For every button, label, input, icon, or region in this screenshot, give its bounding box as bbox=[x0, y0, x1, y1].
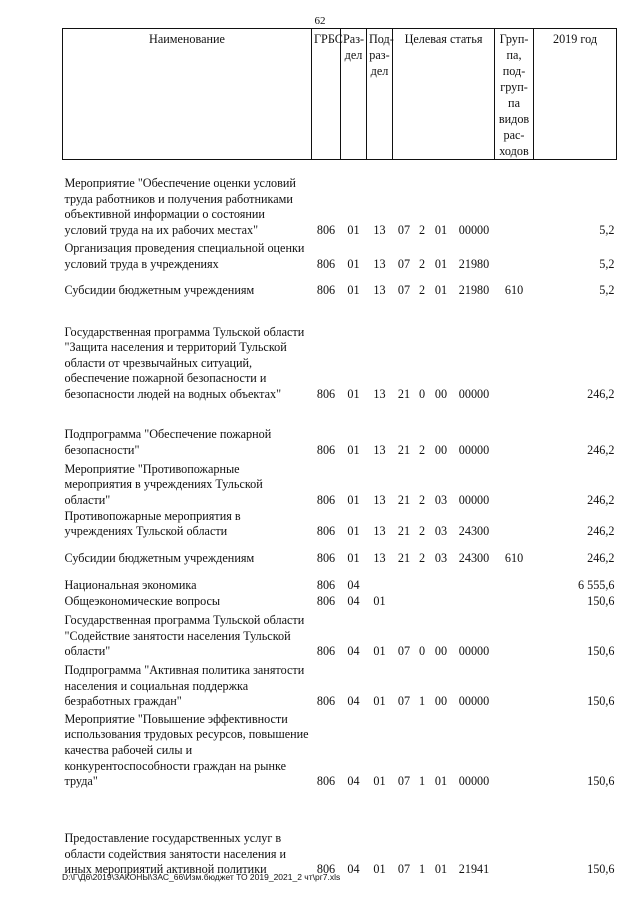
row-razdel: 01 bbox=[347, 386, 360, 401]
row-target-direction bbox=[454, 567, 495, 594]
row-target-program: 21 bbox=[397, 551, 411, 566]
row-grbs: 806 bbox=[316, 644, 336, 659]
row-target-direction: 00000 bbox=[458, 774, 490, 789]
row-amount: 246,2 bbox=[587, 551, 615, 566]
row-target-subprogram bbox=[416, 594, 429, 610]
row-podrazdel: 13 bbox=[373, 492, 386, 507]
row-target-event: 01 bbox=[434, 222, 448, 237]
row-expense-group: 610 bbox=[504, 282, 524, 297]
row-target-event: 03 bbox=[434, 524, 448, 539]
row-target-subprogram: 2 bbox=[418, 524, 426, 539]
row-grbs: 806 bbox=[316, 282, 336, 297]
row-target-subprogram: 2 bbox=[418, 492, 426, 507]
row-expense-group bbox=[495, 710, 534, 790]
row-target-event: 00 bbox=[434, 442, 448, 457]
table-row bbox=[63, 790, 617, 878]
row-expense-group: 610 bbox=[504, 551, 524, 566]
row-amount: 150,6 bbox=[587, 774, 615, 789]
header-podrazdel: Под- раз- дел bbox=[367, 29, 393, 160]
row-target-event: 00 bbox=[434, 694, 448, 709]
header-target: Целевая статья bbox=[393, 29, 495, 160]
row-expense-group bbox=[495, 610, 534, 660]
header-name: Наименование bbox=[63, 29, 312, 160]
row-target-program: 07 bbox=[397, 862, 411, 877]
row-target-event: 01 bbox=[434, 282, 448, 297]
header-grbs: ГРБС bbox=[312, 29, 341, 160]
table-row bbox=[63, 403, 617, 459]
row-podrazdel: 13 bbox=[373, 386, 386, 401]
row-amount: 6 555,6 bbox=[577, 578, 615, 593]
row-name: Субсидии бюджетным учреждениям bbox=[64, 551, 255, 566]
table-row bbox=[63, 459, 617, 509]
row-target-program: 21 bbox=[397, 386, 411, 401]
header-razdel: Раз- дел bbox=[341, 29, 367, 160]
row-expense-group bbox=[495, 567, 534, 594]
row-target-subprogram: 2 bbox=[418, 282, 426, 297]
row-target-program: 07 bbox=[397, 644, 411, 659]
row-target-event bbox=[429, 594, 454, 610]
row-podrazdel bbox=[367, 567, 393, 594]
row-target-event: 00 bbox=[434, 644, 448, 659]
row-target-event bbox=[429, 567, 454, 594]
row-razdel: 04 bbox=[347, 594, 360, 609]
row-target-event: 00 bbox=[434, 386, 448, 401]
row-target-direction: 21941 bbox=[458, 862, 490, 877]
row-name: Подпрограмма "Обеспечение пожарной безопасности" bbox=[64, 427, 272, 457]
row-razdel: 01 bbox=[347, 551, 360, 566]
row-target-program: 21 bbox=[397, 442, 411, 457]
row-name: Государственная программа Тульской области "Содействие занятости населения Тульской области" bbox=[64, 612, 305, 659]
row-target-program: 07 bbox=[397, 222, 411, 237]
row-amount: 150,6 bbox=[587, 694, 615, 709]
row-target-direction: 21980 bbox=[458, 256, 490, 271]
row-name: Подпрограмма "Активная политика занятости населения и социальная поддержка безработных граждан" bbox=[64, 662, 305, 709]
row-expense-group bbox=[495, 790, 534, 878]
row-target-direction: 00000 bbox=[458, 442, 490, 457]
row-razdel: 01 bbox=[347, 282, 360, 297]
row-razdel: 01 bbox=[347, 222, 360, 237]
row-name: Национальная экономика bbox=[64, 578, 197, 593]
row-name: Субсидии бюджетным учреждениям bbox=[64, 282, 255, 297]
row-podrazdel: 01 bbox=[373, 594, 386, 609]
row-target-subprogram: 2 bbox=[418, 551, 426, 566]
row-grbs: 806 bbox=[316, 492, 336, 507]
row-razdel: 01 bbox=[347, 442, 360, 457]
row-amount: 150,6 bbox=[587, 862, 615, 877]
row-expense-group bbox=[495, 403, 534, 459]
row-target-program bbox=[393, 567, 416, 594]
file-path-footer: D:\Г\Д6\2019\ЗАКОНЫ\ЗАС_66\Изм.бюджет ТО 2019_2021_2 чт\рг7.xls bbox=[62, 872, 341, 882]
row-target-event: 01 bbox=[434, 774, 448, 789]
row-target-event: 01 bbox=[434, 862, 448, 877]
row-razdel: 04 bbox=[347, 578, 360, 593]
row-amount: 246,2 bbox=[587, 442, 615, 457]
row-name: Противопожарные мероприятия в учреждениях Тульской области bbox=[64, 508, 241, 539]
row-razdel: 04 bbox=[347, 774, 360, 789]
row-name: Мероприятие "Обеспечение оценки условий труда работников и получения работниками объективной информации о состоянии условий труда на их рабочих местах" bbox=[64, 176, 296, 237]
row-target-subprogram: 1 bbox=[418, 694, 426, 709]
table-row bbox=[63, 239, 617, 273]
row-amount: 246,2 bbox=[587, 492, 615, 507]
row-podrazdel: 13 bbox=[373, 222, 386, 237]
header-year: 2019 год bbox=[534, 29, 617, 160]
table-row bbox=[63, 160, 617, 239]
row-expense-group bbox=[495, 660, 534, 710]
row-name: Предоставление государственных услуг в области содействия занятости населения и иных мероприятий активной политики bbox=[64, 830, 287, 877]
row-target-program: 07 bbox=[397, 282, 411, 297]
table-row bbox=[63, 540, 617, 567]
row-razdel: 04 bbox=[347, 644, 360, 659]
table-row bbox=[63, 567, 617, 594]
row-expense-group bbox=[495, 299, 534, 403]
row-target-direction bbox=[454, 594, 495, 610]
row-target-subprogram: 2 bbox=[418, 222, 426, 237]
row-target-direction: 00000 bbox=[458, 492, 490, 507]
budget-table bbox=[62, 28, 617, 878]
row-target-direction: 24300 bbox=[458, 551, 490, 566]
table-row bbox=[63, 660, 617, 710]
row-expense-group bbox=[495, 239, 534, 273]
table-header-row bbox=[63, 29, 617, 160]
row-target-direction: 00000 bbox=[458, 644, 490, 659]
row-grbs: 806 bbox=[316, 222, 336, 237]
table-row bbox=[63, 299, 617, 403]
row-target-program: 07 bbox=[397, 774, 411, 789]
row-target-event: 03 bbox=[434, 492, 448, 507]
row-expense-group bbox=[495, 594, 534, 610]
row-amount: 150,6 bbox=[587, 594, 615, 609]
page-number: 62 bbox=[314, 15, 326, 27]
row-grbs: 806 bbox=[316, 578, 336, 593]
row-amount: 5,2 bbox=[599, 282, 615, 297]
row-razdel: 01 bbox=[347, 256, 360, 271]
row-podrazdel: 13 bbox=[373, 524, 386, 539]
row-name: Мероприятие "Противопожарные мероприятия в учреждениях Тульской области" bbox=[64, 461, 263, 507]
row-target-program: 07 bbox=[397, 256, 411, 271]
row-target-event: 01 bbox=[434, 256, 448, 271]
row-target-subprogram: 2 bbox=[418, 442, 426, 457]
row-expense-group bbox=[495, 160, 534, 239]
row-target-program: 21 bbox=[397, 492, 411, 507]
row-target-subprogram: 1 bbox=[418, 774, 426, 789]
row-grbs: 806 bbox=[316, 594, 336, 609]
row-grbs: 806 bbox=[316, 386, 336, 401]
row-amount: 246,2 bbox=[587, 386, 615, 401]
row-target-direction: 24300 bbox=[458, 524, 490, 539]
row-target-program: 21 bbox=[397, 524, 411, 539]
row-podrazdel: 01 bbox=[373, 644, 386, 659]
row-target-event: 03 bbox=[434, 551, 448, 566]
row-target-subprogram: 1 bbox=[418, 862, 426, 877]
row-podrazdel: 13 bbox=[373, 551, 386, 566]
table-row bbox=[63, 509, 617, 540]
row-target-direction: 00000 bbox=[458, 694, 490, 709]
row-target-direction: 00000 bbox=[458, 222, 490, 237]
row-podrazdel: 13 bbox=[373, 282, 386, 297]
row-expense-group bbox=[495, 509, 534, 540]
row-target-direction: 21980 bbox=[458, 282, 490, 297]
row-razdel: 04 bbox=[347, 862, 360, 877]
row-name: Государственная программа Тульской области "Защита населения и территорий Тульской области от чрезвычайных ситуаций, обеспечение пожарной безопасности и безопасности людей на водных объектах" bbox=[64, 324, 305, 401]
row-podrazdel: 13 bbox=[373, 442, 386, 457]
table-row bbox=[63, 610, 617, 660]
row-target-program: 07 bbox=[397, 694, 411, 709]
row-podrazdel: 01 bbox=[373, 694, 386, 709]
row-name: Организация проведения специальной оценки условий труда в учреждениях bbox=[64, 241, 305, 271]
row-razdel: 01 bbox=[347, 524, 360, 539]
row-target-subprogram: 0 bbox=[418, 644, 426, 659]
header-group: Груп- па, под- груп- па видов рас- ходов bbox=[495, 29, 534, 160]
row-grbs: 806 bbox=[316, 524, 336, 539]
row-razdel: 04 bbox=[347, 694, 360, 709]
row-grbs: 806 bbox=[316, 862, 336, 877]
row-grbs: 806 bbox=[316, 256, 336, 271]
table-row bbox=[63, 594, 617, 610]
row-target-subprogram: 0 bbox=[418, 386, 426, 401]
row-podrazdel: 01 bbox=[373, 774, 386, 789]
row-podrazdel: 01 bbox=[373, 862, 386, 877]
row-amount: 5,2 bbox=[599, 256, 615, 271]
row-expense-group bbox=[495, 459, 534, 509]
row-target-subprogram: 2 bbox=[418, 256, 426, 271]
row-grbs: 806 bbox=[316, 551, 336, 566]
row-podrazdel: 13 bbox=[373, 256, 386, 271]
row-amount: 246,2 bbox=[587, 524, 615, 539]
row-name: Мероприятие "Повышение эффективности использования трудовых ресурсов, повышение качества рабочей силы и конкурентоспособности граждан на рынке труда" bbox=[64, 711, 309, 789]
row-grbs: 806 bbox=[316, 442, 336, 457]
row-grbs: 806 bbox=[316, 774, 336, 789]
row-razdel: 01 bbox=[347, 492, 360, 507]
row-grbs: 806 bbox=[316, 694, 336, 709]
row-amount: 150,6 bbox=[587, 644, 615, 659]
row-target-program bbox=[393, 594, 416, 610]
row-amount: 5,2 bbox=[599, 222, 615, 237]
row-target-subprogram bbox=[416, 567, 429, 594]
table-row bbox=[63, 273, 617, 299]
row-target-direction: 00000 bbox=[458, 386, 490, 401]
table-row bbox=[63, 710, 617, 790]
row-name: Общеэкономические вопросы bbox=[64, 594, 221, 609]
